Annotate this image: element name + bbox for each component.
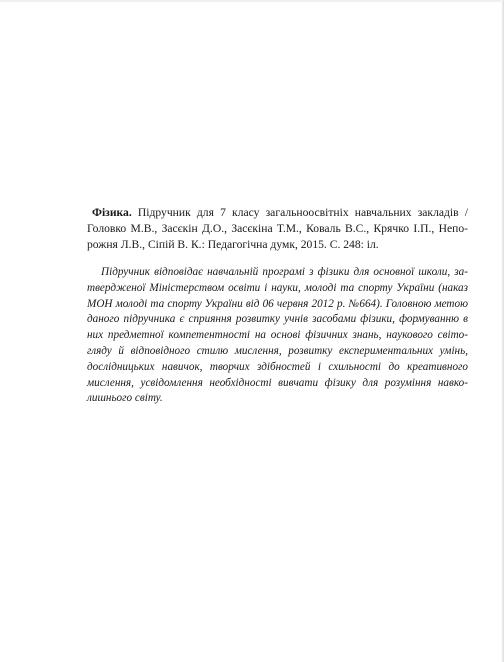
abstract-paragraph bbox=[87, 265, 468, 407]
biblio-line-1 bbox=[87, 205, 468, 221]
book-title: Фізика. bbox=[92, 206, 132, 219]
biblio-line-3: рожня Л.В., Сіпій В. К.: Педагогічна думк, 2015. С. 248: іл. bbox=[87, 238, 379, 252]
abstract-line-3: МОН молоді та спорту України від 06 червня 2012 р. №664). Головною метою bbox=[87, 297, 468, 310]
biblio-text-1: Підручник для 7 класу загальноосвітніх навчальних закладів / bbox=[137, 206, 468, 219]
page-top-edge bbox=[0, 0, 504, 2]
biblio-line-2: Головко М.В., Засєкін Д.О., Засєкіна Т.М., Коваль В.С., Крячко І.П., Непо- bbox=[87, 222, 468, 236]
abstract-line-9: лишнього світу. bbox=[87, 392, 163, 405]
abstract-line-6: гляду й відповідного стилю мислення, розвитку експериментальних умінь, bbox=[87, 344, 468, 357]
abstract-line-7: дослідницьких навичок, творчих здібностей і схильності до креативного bbox=[87, 360, 468, 373]
abstract-line-5: них предметної компетентності на основі фізичних знань, наукового світо- bbox=[87, 329, 468, 342]
bibliographic-entry bbox=[87, 205, 468, 254]
abstract-line-2: твердженої Міністерством освіти і науки, молоді та спорту України (наказ bbox=[87, 281, 468, 294]
abstract-line-1: Підручник відповідає навчальній програмі з фізики для основної школи, за- bbox=[101, 266, 468, 278]
abstract-line-4: даного підручника є сприяння розвитку учнів засобами фізики, формуванню в bbox=[87, 313, 468, 326]
abstract-line-8: мислення, усвідомлення необхідності вивчати фізику для розуміння навко- bbox=[87, 376, 468, 389]
